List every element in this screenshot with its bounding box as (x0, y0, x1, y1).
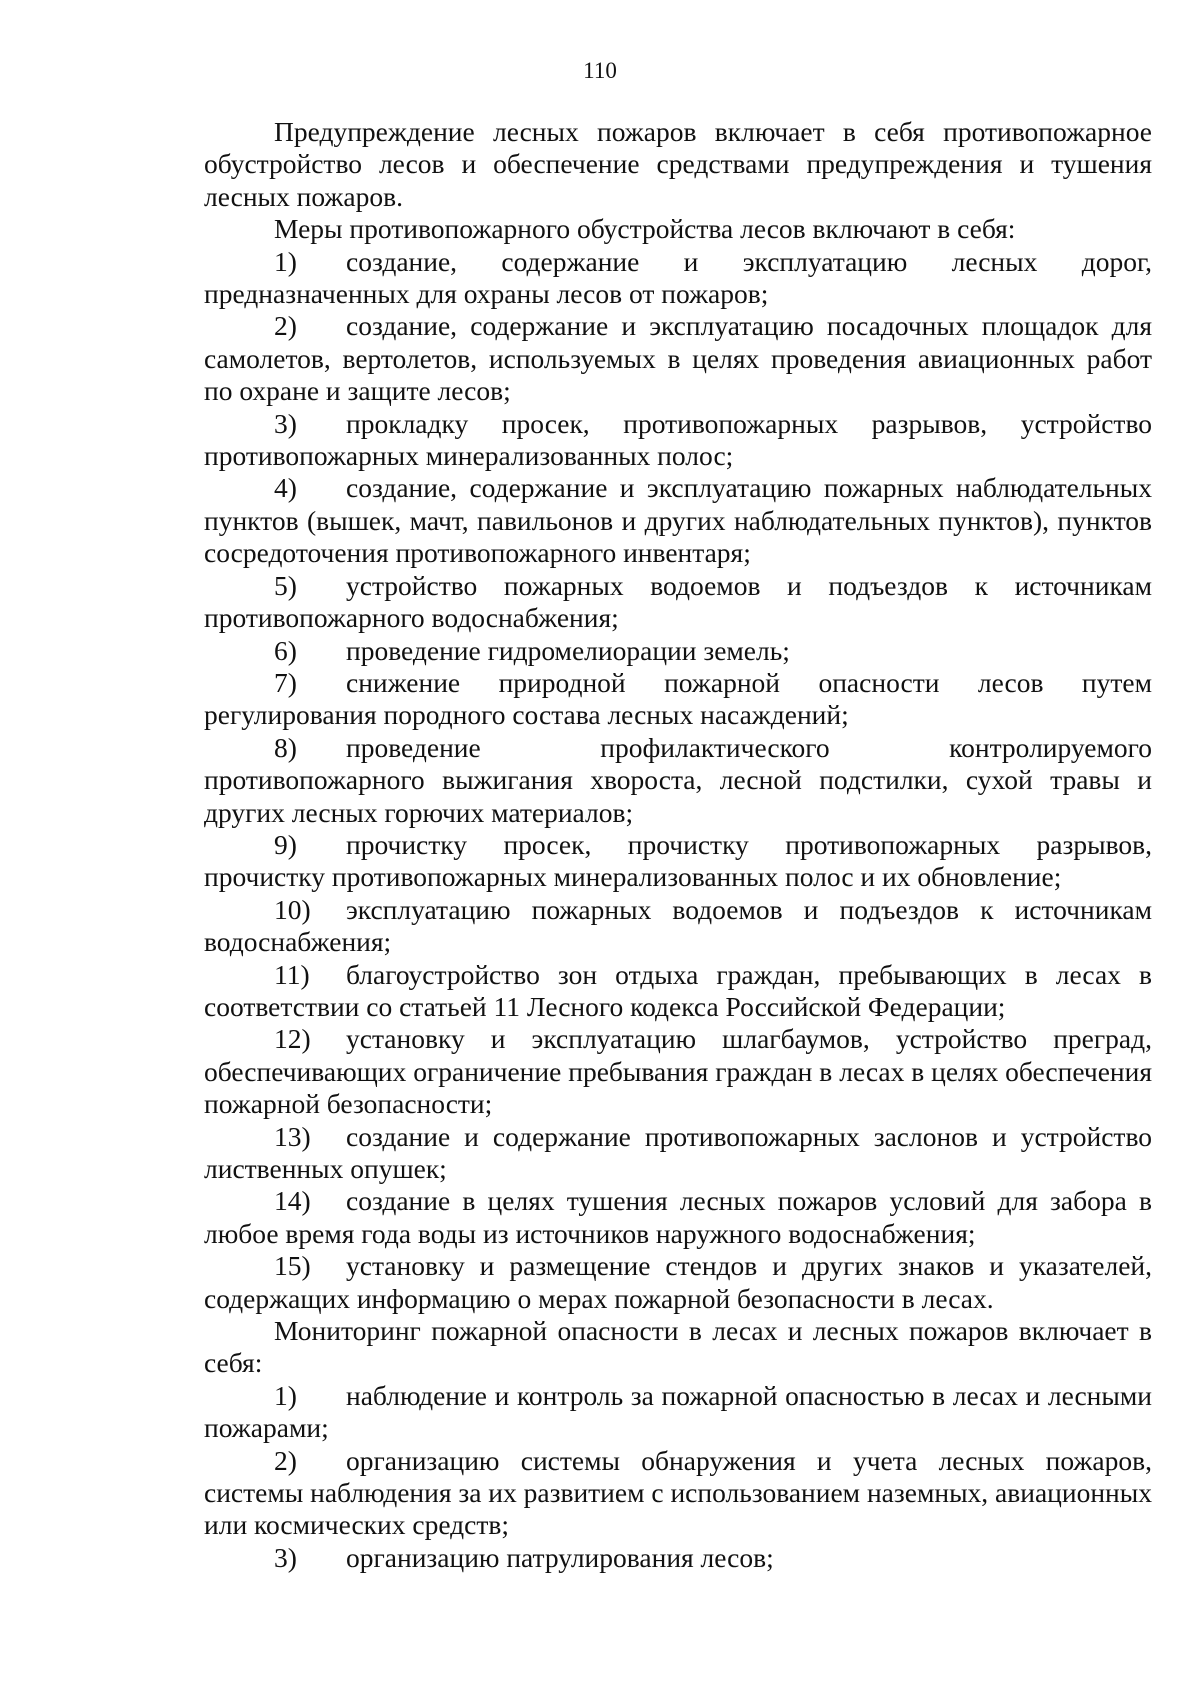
list-item (204, 1542, 1152, 1574)
item-text: проведение профилактического контролируемого противопожарного выжигания хвороста, лесной подстилки, сухой травы и других лесных горючих материалов; (204, 731, 1152, 828)
item-number: 5) (274, 569, 297, 601)
item-number: 11) (274, 958, 310, 990)
item-text: создание в целях тушения лесных пожаров условий для забора в любое время года воды из источников наружного водоснабжения; (204, 1185, 1152, 1249)
list-item (204, 1121, 1152, 1186)
item-number: 6) (274, 634, 297, 666)
item-text: прокладку просек, противопожарных разрывов, устройство противопожарных минерализованных полос; (204, 407, 1152, 472)
item-number: 9) (274, 828, 297, 860)
item-number: 1) (274, 1379, 297, 1411)
item-text: организацию патрулирования лесов; (346, 1541, 774, 1573)
item-text: создание, содержание и эксплуатацию лесных дорог, предназначенных для охраны лесов от пожаров; (204, 245, 1152, 310)
monitoring-list (204, 1380, 1152, 1574)
list-item (204, 1185, 1152, 1250)
item-number: 2) (274, 1444, 297, 1476)
item-text: создание, содержание и эксплуатацию пожарных наблюдательных пунктов (вышек, мачт, павильонов и других наблюдательных пунктов), пунктов сосредоточения противопожарного инвентаря; (204, 472, 1152, 569)
list-item (204, 570, 1152, 635)
item-number: 7) (274, 666, 297, 698)
item-number: 1) (274, 245, 297, 277)
list-item (204, 246, 1152, 311)
document-body (204, 116, 1152, 1574)
item-number: 4) (274, 472, 297, 504)
item-number: 2) (274, 310, 297, 342)
list-item (204, 310, 1152, 407)
item-text: проведение гидромелиорации земель; (346, 634, 790, 666)
item-text: устройство пожарных водоемов и подъездов к источникам противопожарного водоснабжения; (204, 569, 1152, 634)
item-text: установку и размещение стендов и других знаков и указателей, содержащих информацию о мерах пожарной безопасности в лесах. (204, 1250, 1152, 1314)
item-text: эксплуатацию пожарных водоемов и подъездов к источникам водоснабжения; (204, 893, 1152, 958)
item-number: 12) (274, 1023, 311, 1055)
item-text: установку и эксплуатацию шлагбаумов, устройство преград, обеспечивающих ограничение пребывания граждан в лесах в целях обеспечения пожарной безопасности; (204, 1023, 1152, 1120)
list-item (204, 635, 1152, 667)
item-text: снижение природной пожарной опасности лесов путем регулирования породного состава лесных насаждений; (204, 666, 1152, 731)
list-item (204, 1445, 1152, 1542)
item-text: прочистку просек, прочистку противопожарных разрывов, прочистку противопожарных минерализованных полос и их обновление; (204, 828, 1152, 893)
list-item (204, 1250, 1152, 1315)
item-text: организацию системы обнаружения и учета лесных пожаров, системы наблюдения за их развитием с использованием наземных, авиационных или космических средств; (204, 1444, 1152, 1541)
list-item (204, 1380, 1152, 1445)
item-number: 8) (274, 731, 297, 763)
intro-paragraph: Предупреждение лесных пожаров включает в себя противопожарное обустройство лесов и обеспечение средствами предупреждения и тушения лесных пожаров. (204, 116, 1152, 212)
item-number: 13) (274, 1120, 311, 1152)
measures-heading: Меры противопожарного обустройства лесов включают в себя: (274, 213, 1016, 245)
list-item (204, 959, 1152, 1024)
item-number: 3) (274, 407, 297, 439)
item-text: благоустройство зон отдыха граждан, пребывающих в лесах в соответствии со статьей 11 Лесного кодекса Российской Федерации; (204, 958, 1152, 1022)
list-item (204, 894, 1152, 959)
item-number: 3) (274, 1541, 297, 1573)
item-number: 14) (274, 1185, 311, 1217)
monitoring-heading: Мониторинг пожарной опасности в лесах и лесных пожаров включает в себя: (204, 1315, 1152, 1379)
list-item (204, 829, 1152, 894)
item-number: 10) (274, 893, 311, 925)
list-item (204, 667, 1152, 732)
page-number: 110 (583, 58, 617, 83)
list-item (204, 732, 1152, 829)
item-text: наблюдение и контроль за пожарной опасностью в лесах и лесными пожарами; (204, 1379, 1152, 1444)
item-text: создание и содержание противопожарных заслонов и устройство лиственных опушек; (204, 1120, 1152, 1184)
list-item (204, 472, 1152, 569)
item-number: 15) (274, 1250, 311, 1282)
item-text: создание, содержание и эксплуатацию посадочных площадок для самолетов, вертолетов, используемых в целях проведения авиационных работ по охране и защите лесов; (204, 310, 1152, 407)
measures-list (204, 246, 1152, 1315)
list-item (204, 1023, 1152, 1120)
list-item (204, 408, 1152, 473)
